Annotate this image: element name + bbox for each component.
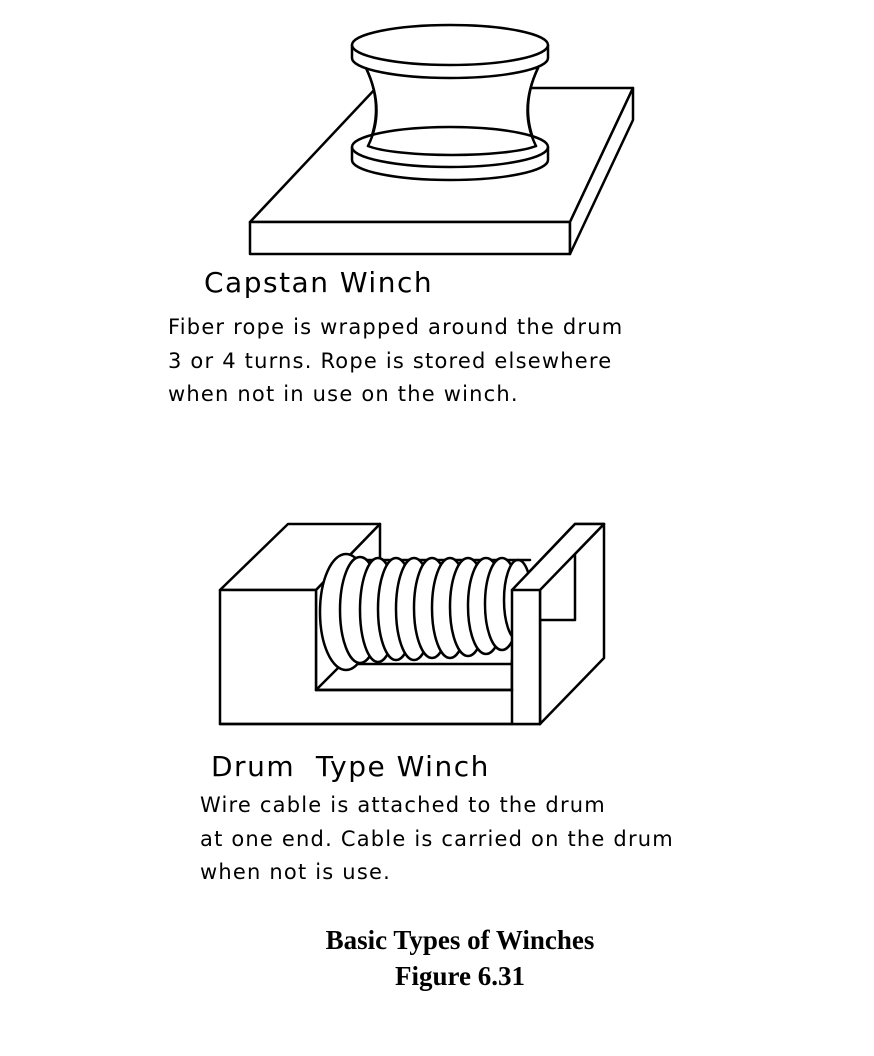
capstan-winch-title: Capstan Winch [204,266,434,299]
capstan-description-line: 3 or 4 turns. Rope is stored elsewhere [168,348,613,373]
drum-description-line: at one end. Cable is carried on the drum [200,826,674,851]
drum-winch-drawing [220,524,604,724]
capstan-drum [352,25,548,180]
drum-winch-title: Drum Type Winch [211,750,490,783]
drum-description-line: Wire cable is attached to the drum [200,793,606,817]
capstan-description-line: when not in use on the winch. [168,382,519,406]
drum-winch-description [200,789,674,890]
caption-figure-number: Figure 6.31 [395,961,525,991]
capstan-winch-drawing [250,25,633,254]
capstan-description-line: Fiber rope is wrapped around the drum [168,315,624,339]
figure-caption [0,922,874,994]
drum-description-line: when not is use. [200,860,391,884]
caption-title: Basic Types of Winches [325,925,595,955]
capstan-winch-description [168,311,623,412]
drum-winch-cable-coils [320,554,532,670]
